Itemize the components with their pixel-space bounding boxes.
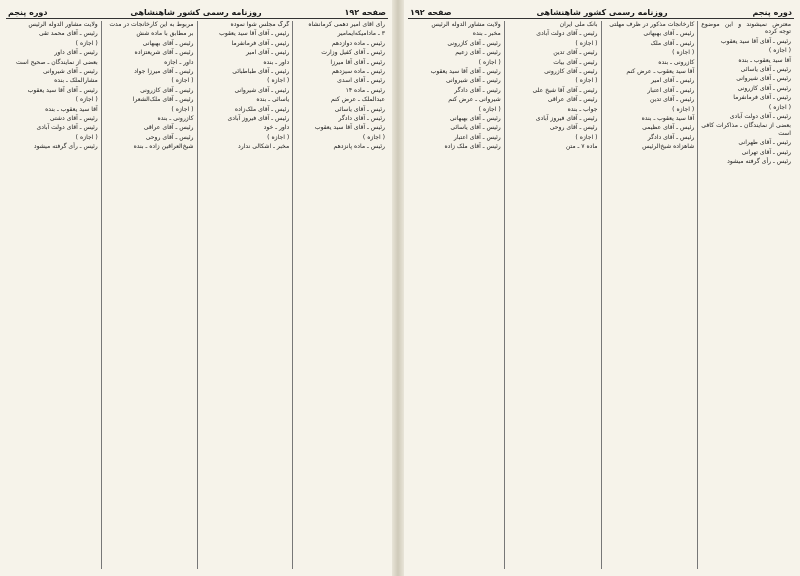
paragraph: رئیس ـ آقای آقا شیخ علی — [532, 86, 598, 94]
paragraph: یاسائی ـ بنده — [256, 96, 290, 104]
paragraph: ولایت مشاور الدوله الرئیس — [28, 21, 98, 28]
paragraph: جواب ـ بنده — [567, 105, 598, 113]
paragraph: شاهزاده شیخ‌الرئیس — [642, 143, 695, 151]
paragraph: رئیس ـ آقای کازرونی — [140, 86, 194, 94]
paragraph: رئیس ـ آقای بیات — [553, 58, 598, 66]
paragraph: آقا سید یعقوب ـ بنده — [641, 115, 695, 123]
paragraph: کازرونی ـ بنده — [658, 58, 695, 66]
paragraph: رئیس ـ آقای آقا سید یعقوب — [27, 86, 98, 94]
paragraph: ( اجازه ) — [75, 96, 98, 104]
paragraph: رئیس ـ آقای تهرانی — [741, 148, 791, 156]
paragraph: رئیس ـ آقای عظیمی — [642, 124, 695, 132]
paragraph: ( اجازه ) — [575, 133, 598, 141]
page-number: صفحه ۱۹۲ — [410, 7, 452, 17]
paragraph: شیروانی ـ عرض کنم — [448, 96, 501, 104]
paragraph: رئیس ـ آقای دولت آبادی — [36, 124, 98, 132]
paragraph: ( اجازه ) — [768, 103, 791, 111]
paragraph: ( اجازه ) — [478, 58, 501, 66]
paragraph: رئیس ـ آقای تدین — [553, 49, 598, 57]
paragraph: شیخ‌العراقین زاده ـ بنده — [133, 143, 194, 151]
paragraph: رئیس ـ آقای آقا سید یعقوب — [219, 30, 290, 38]
paragraph: رئیس ـ آقای میرزا جواد — [134, 68, 194, 76]
paragraph: رئیس ـ آقای فیروز آبادی — [535, 115, 598, 123]
paragraph: ( اجازه ) — [267, 77, 290, 85]
paragraph: مربوط به این کارخانجات در مدت — [109, 21, 194, 28]
paragraph: ( اجازه ) — [171, 105, 194, 113]
paragraph: ( اجازه ) — [171, 77, 194, 85]
paragraph: مخبر ـ بنده — [472, 30, 501, 38]
paragraph: رئیس ـ آقای شریعتزاده — [134, 49, 194, 57]
paragraph: ماده ۷ ـ متن — [565, 143, 598, 151]
paragraph: رئیس ـ آقای اعتبار — [647, 86, 695, 94]
paragraph: رئیس ـ ماده دوازدهم — [331, 39, 385, 47]
paragraph: رئیس ـ آقای عراقی — [143, 124, 194, 132]
paragraph: رئیس ـ آقای روحی — [145, 133, 194, 141]
paragraph: رئیس ـ آقای کفیل وزارت — [321, 49, 385, 57]
paragraph: مشارالملک ـ بنده — [54, 77, 98, 85]
paragraph: رئیس ـ آقای آقا سید یعقوب — [314, 124, 385, 132]
journal-title: روزنامه رسمی کشور شاهنشاهی — [536, 7, 668, 17]
journal-title: روزنامه رسمی کشور شاهنشاهی — [130, 7, 262, 17]
paragraph: رئیس ـ آقای ملک — [650, 39, 695, 47]
paragraph: رئیس ـ ماده سیزدهم — [331, 68, 385, 76]
paragraph: رئیس ـ آقای دادگر — [338, 115, 385, 123]
paragraph: رئیس ـ آقای یاسائی — [740, 66, 791, 74]
paragraph: رئیس ـ آقای امیر — [651, 77, 695, 85]
paragraph: رئیس ـ آقای عراقی — [547, 96, 598, 104]
paragraph: رئیس ـ آقای یاسائی — [334, 105, 385, 113]
paragraph: آقا سید یعقوب ـ بنده — [738, 56, 791, 64]
left-columns — [6, 21, 388, 569]
paragraph: ولایت مشاور الدوله الرئیس — [431, 21, 501, 28]
right-page-header — [408, 6, 794, 19]
right-column-4 — [408, 21, 504, 569]
left-page — [6, 6, 388, 570]
right-column-3 — [504, 21, 601, 569]
paragraph: رئیس ـ آقای بهبهانی — [643, 30, 695, 38]
paragraph: رئیس ـ آقای روحی — [549, 124, 598, 132]
paragraph: رئیس ـ آقای آقا سید یعقوب — [430, 68, 501, 76]
page-number: صفحه ۱۹۲ — [344, 7, 386, 17]
paragraph: بعضی از نمایندگان ـ مذاکرات کافی است — [701, 122, 791, 137]
paragraph: رئیس ـ آقای داور — [54, 49, 98, 57]
left-page-header — [6, 6, 388, 19]
paragraph: رئیس ـ آقای ملک زاده — [444, 143, 501, 151]
paragraph: آقا سید یعقوب ـ عرض کنم — [626, 68, 695, 76]
left-column-2 — [197, 21, 293, 569]
paragraph: رئیس ـ آقای بهبهانی — [142, 39, 194, 47]
left-column-4 — [6, 21, 101, 569]
paragraph: گرگ مجلس شوا نموده — [230, 21, 290, 28]
paragraph: مخبر ـ اشکالی ندارد — [238, 143, 290, 151]
paragraph: رئیس ـ آقای فرمانفرما — [231, 39, 290, 47]
paragraph: رئیس ـ آقای دولت آبادی — [536, 30, 598, 38]
paragraph: رئیس ـ آقای ملک‌زاده — [234, 105, 290, 113]
paragraph: رئیس ـ آقای شیروانی — [234, 86, 290, 94]
paragraph: رئیس ـ آقای شیروانی — [445, 77, 501, 85]
right-columns — [408, 21, 794, 569]
paragraph: ( اجازه ) — [768, 47, 791, 55]
paragraph: رئیس ـ آقای کازرونی — [544, 68, 598, 76]
paragraph: رئیس ـ آقای دشتی — [49, 115, 98, 123]
paragraph: ( اجازه ) — [672, 49, 695, 57]
right-column-1 — [697, 21, 794, 569]
paragraph: رئیس ـ آقای اعتبار — [453, 133, 501, 141]
paragraph: رئیس ـ آقای امیر — [246, 49, 290, 57]
paragraph: معترض نمیشوند و این موضوع توجه کرده — [701, 21, 791, 36]
paragraph: رئیس ـ آقای اسدی — [337, 77, 385, 85]
paragraph: ( اجازه ) — [672, 105, 695, 113]
paragraph: رئیس ـ آقای ملک‌الشعرا — [132, 96, 194, 104]
paragraph: ( اجازه ) — [75, 39, 98, 47]
paragraph: بانک ملی ایران — [559, 21, 598, 28]
paragraph: رأی آقای امیر دهمی کرمانشاه — [308, 21, 385, 28]
paragraph: داور ـ اجازه — [164, 58, 194, 66]
paragraph: ( اجازه ) — [362, 133, 385, 141]
paragraph: داور ـ خود — [263, 124, 290, 132]
left-column-3 — [101, 21, 197, 569]
paragraph: رئیس ـ آقای دادگر — [647, 133, 695, 141]
paragraph: رئیس ـ رأی گرفته میشود — [33, 143, 98, 151]
paragraph: ( اجازه ) — [478, 105, 501, 113]
right-column-2 — [601, 21, 698, 569]
left-column-1 — [292, 21, 388, 569]
paragraph: رئیس ـ ماده ۱۴ — [345, 86, 385, 94]
paragraph: رئیس ـ آقای فرمانفرما — [733, 94, 791, 102]
paragraph: ( اجازه ) — [75, 133, 98, 141]
edition-label: دوره پنجم — [8, 7, 48, 17]
paragraph: رئیس ـ آقای زعیم — [455, 49, 501, 57]
paragraph: داور ـ بنده — [263, 58, 290, 66]
paragraph: رئیس ـ آقای طهرانی — [738, 139, 791, 147]
paragraph: رئیس ـ آقای دولت آبادی — [729, 113, 791, 121]
paragraph: رئیس ـ آقای شیروانی — [42, 68, 98, 76]
paragraph: ( اجازه ) — [267, 133, 290, 141]
paragraph: رئیس ـ آقای یاسائی — [450, 124, 501, 132]
paragraph: کارخانجات مذکور در ظرف مهلتی — [609, 21, 695, 28]
paragraph: رئیس ـ آقای دادگر — [454, 86, 501, 94]
paragraph: رئیس ـ رأی گرفته میشود — [727, 158, 791, 166]
paragraph: رئیس ـ آقای آقا سید یعقوب — [720, 37, 791, 45]
paragraph: رئیس ـ آقای بهبهانی — [449, 115, 501, 123]
paragraph: ( اجازه ) — [575, 39, 598, 47]
paragraph: رئیس ـ آقای شیروانی — [736, 75, 791, 83]
paragraph: رئیس ـ آقای کازرونی — [447, 39, 501, 47]
paragraph: کازرونی ـ بنده — [157, 115, 194, 123]
paragraph: ۳ ـ مادامیکه‌ایمامیر — [337, 30, 385, 38]
paragraph: رئیس ـ آقای طباطبائی — [232, 68, 290, 76]
paragraph: عبدالملک ـ عرض کنم — [331, 96, 385, 104]
paragraph: رئیس ـ ماده پانزدهم — [333, 143, 385, 151]
paragraph: رئیس ـ آقای کازرونی — [737, 84, 791, 92]
paragraph: آقا سید یعقوب ـ بنده — [45, 105, 98, 113]
page-gutter — [392, 0, 404, 576]
paragraph: رئیس ـ آقای تدین — [649, 96, 695, 104]
edition-label: دوره پنجم — [752, 7, 792, 17]
paragraph: بر مطابق با ماده شش — [136, 30, 194, 38]
paragraph: رئیس ـ آقای محمد تقی — [38, 30, 98, 38]
paragraph: ( اجازه ) — [575, 77, 598, 85]
paragraph: بعضی از نمایندگان ـ صحیح است — [15, 58, 98, 66]
right-page — [408, 6, 794, 570]
paragraph: رئیس ـ آقای فیروز آبادی — [227, 115, 290, 123]
paragraph: رئیس ـ آقای آقا میرزا — [330, 58, 385, 66]
